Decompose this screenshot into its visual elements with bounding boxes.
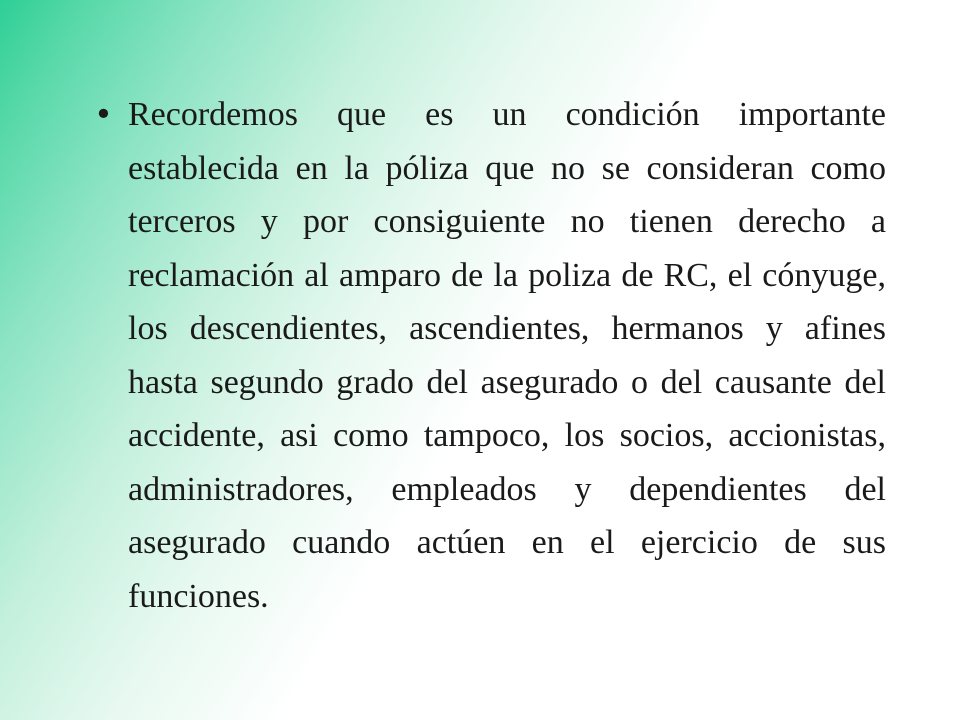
- bullet-dot-icon: •: [94, 95, 113, 133]
- bullet-paragraph: Recordemos que es un condición importante establecida en la póliza que no se consideran como terceros y por consiguiente no tienen derecho a reclamación al amparo de la poliza de RC, el cónyuge, los descendientes, ascendientes, hermanos y afines hasta segundo grado del asegurado o del causante del accidente, asi como tampoco, los socios, accionistas, administradores, empleados y dependientes del asegurado cuando actúen en el ejercicio de sus funciones.: [128, 96, 886, 615]
- bullet-item: [94, 88, 886, 623]
